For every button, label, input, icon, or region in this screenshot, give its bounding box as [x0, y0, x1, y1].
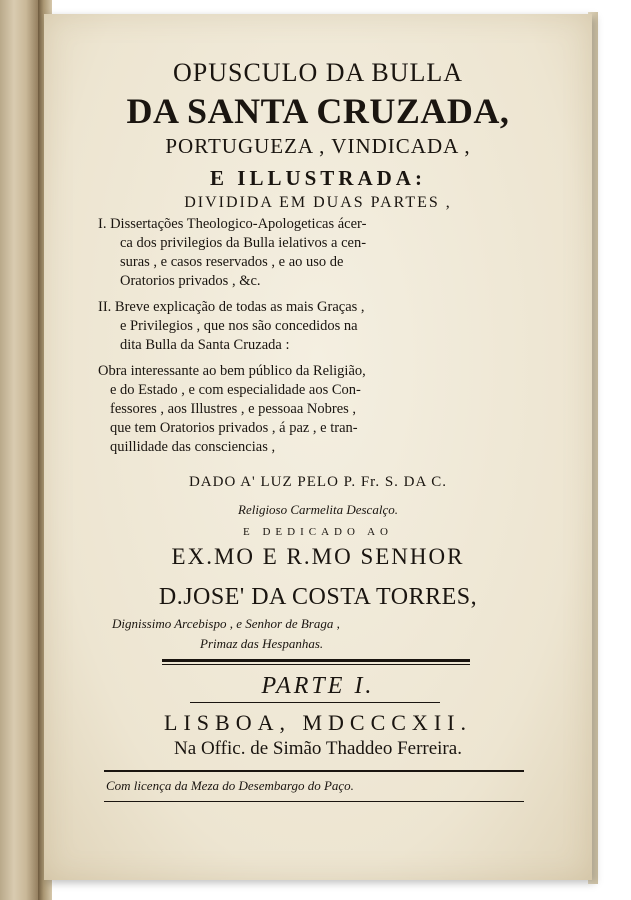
author-order: Religioso Carmelita Descalço. — [238, 502, 398, 517]
book-spine — [0, 0, 40, 900]
title-page — [44, 14, 592, 880]
dedication-intro: E DEDICADO AO — [243, 526, 393, 538]
divider-rule — [162, 664, 470, 665]
dedicatee-title: Dignissimo Arcebispo , e Senhor de Braga , — [112, 616, 340, 631]
dedicatee-name: D.JOSE' DA COSTA TORRES, — [158, 584, 478, 610]
section-two-line: II. Breve explicação de todas as mais Graças , — [98, 299, 365, 315]
section-three-line: e do Estado , e com especialidade aos Con- — [110, 382, 361, 398]
dedication-honorific: EX.MO E R.MO SENHOR — [171, 544, 465, 569]
dedicatee-title-2: Primaz das Hespanhas. — [200, 636, 324, 651]
imprint-license: Com licença da Meza do Desembargo do Paço. — [106, 778, 354, 793]
title-line-3: PORTUGUEZA , VINDICADA , — [165, 134, 471, 158]
author-line: DADO A' LUZ PELO P. Fr. S. DA C. — [188, 474, 448, 490]
title-page-content — [44, 14, 592, 880]
title-line-1: OPUSCULO DA BULLA — [172, 58, 464, 87]
section-one-line: ca dos privilegios da Bulla ielativos a cen- — [120, 235, 367, 251]
section-three — [98, 362, 546, 457]
divider-rule — [104, 801, 524, 802]
imprint-place-date: LISBOA, MDCCCXII. — [164, 710, 472, 735]
section-two-line: dita Bulla da Santa Cruzada : — [120, 337, 290, 353]
divider-rule — [104, 770, 524, 772]
divider-rule — [190, 702, 440, 703]
section-three-line: que tem Oratorios privados , á paz , e tran- — [110, 420, 358, 436]
section-two-line: e Privilegios , que nos são concedidos na — [120, 318, 358, 334]
title-line-2: DA SANTA CRUZADA, — [126, 91, 510, 131]
section-three-line: Obra interessante ao bem público da Religião, — [98, 363, 366, 379]
section-one-line: Oratorios privados , &c. — [120, 273, 261, 289]
section-one — [98, 215, 546, 291]
section-one-line: suras , e casos reservados , e ao uso de — [120, 254, 344, 270]
section-two — [98, 298, 546, 355]
title-line-5: DIVIDIDA EM DUAS PARTES , — [184, 194, 452, 211]
section-three-line: quillidade das consciencias , — [110, 439, 276, 455]
section-one-line: I. Dissertações Theologico-Apologeticas ácer- — [98, 216, 367, 232]
volume-label: PARTE I. — [261, 673, 375, 699]
divider-rule — [162, 659, 470, 662]
imprint-printer: Na Offic. de Simão Thaddeo Ferreira. — [174, 738, 462, 759]
title-line-4: E ILLUSTRADA: — [210, 166, 426, 190]
section-three-line: fessores , aos Illustres , e pessoaa Nobres , — [110, 401, 357, 417]
